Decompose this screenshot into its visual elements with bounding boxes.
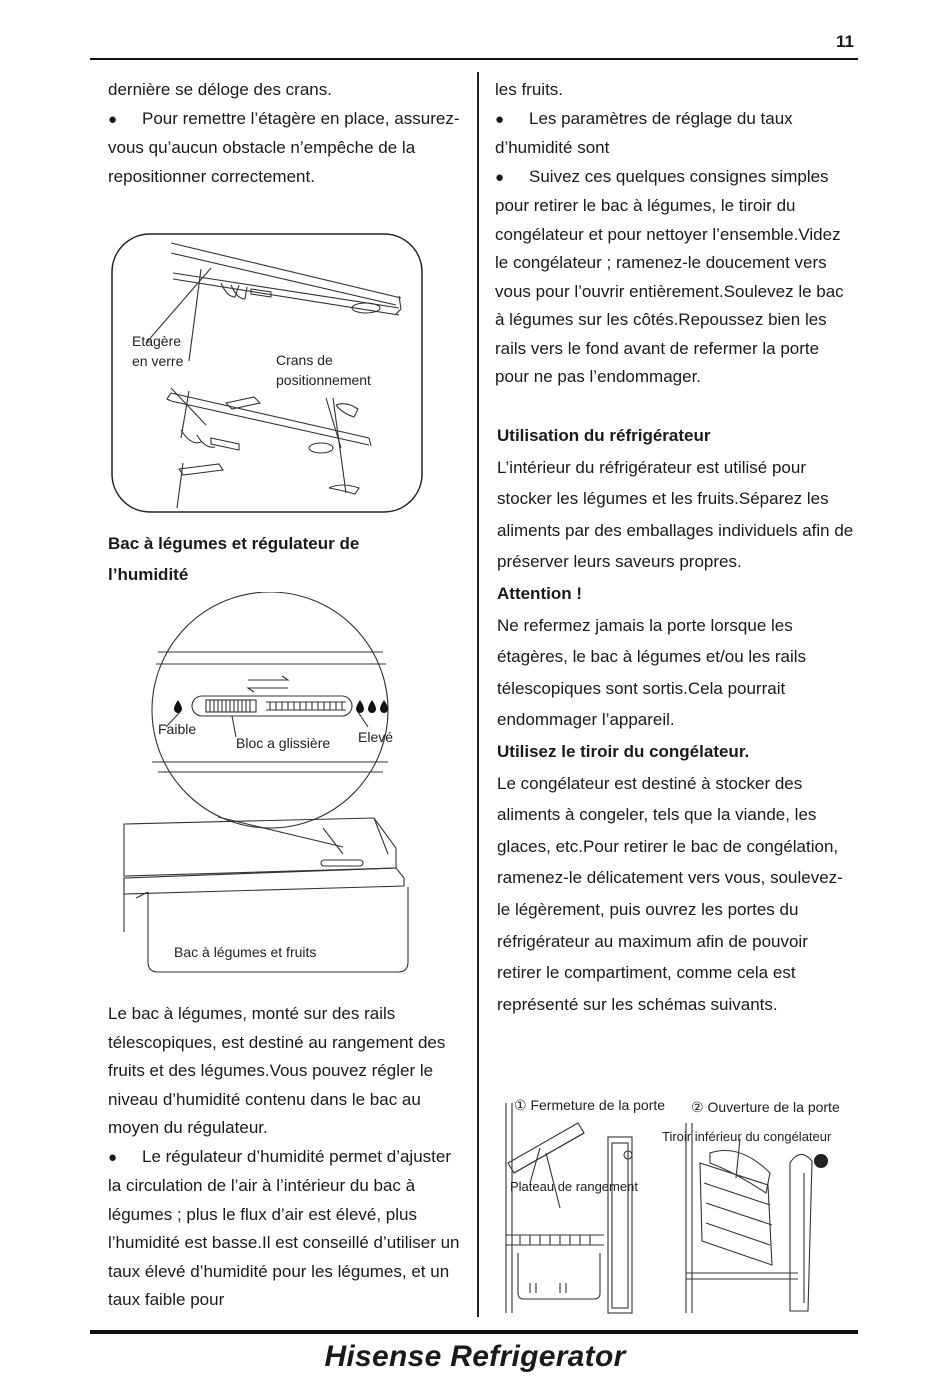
label-humidity-low: Faible <box>158 721 197 737</box>
label-glass-shelf-1: Etagère <box>132 333 182 349</box>
right-para-3: Ne refermez jamais la porte lorsque les étagères, le bac à légumes et/ou les rails télescopiques sont sortis.Cela pourrait endommager l’appareil. <box>497 615 807 730</box>
label-notch-2: positionnement <box>276 372 371 388</box>
label-crisper-drawer: Bac à légumes et fruits <box>174 944 317 960</box>
right-para-4: Le congélateur est destiné à stocker des aliments à congeler, tels que la viande, les glaces, etc.Pour retirer le bac de congélation, ramenez-le délicatement vers vous, soulevez-le légèrement, puis ouvrez les portes du réfrigérateur au maximum afin de pouvoir retirer le compartiment, comme cela est représenté sur les schémas suivants. <box>497 773 843 1014</box>
right-para-2: L’intérieur du réfrigérateur est utilisé pour stocker les légumes et les fruits.Séparez les aliments par des emballages individuels afin de préserver leurs saveurs propres. <box>497 457 854 572</box>
bullet-icon <box>495 105 529 135</box>
left-bullet-1-text: Pour remettre l’étagère en place, assurez-vous qu’aucun obstacle n’empêche de la repositionner correctement. <box>108 108 460 186</box>
label-lower-freezer-drawer: Tiroir inférieur du congélateur <box>662 1129 832 1144</box>
caption-door-closed: ① Fermeture de la porte <box>514 1097 666 1113</box>
bullet-icon <box>108 105 142 135</box>
freezer-drawer-illustration <box>500 1093 858 1315</box>
left-para-2: Le bac à légumes, monté sur des rails télescopiques, est destiné au rangement des fruits et des légumes.Vous pouvez régler le niveau d’humidité contenu dans le bac au moyen du régulateur. <box>108 1004 446 1137</box>
figure-humidity-regulator <box>118 592 418 979</box>
glass-shelf-illustration <box>111 233 423 513</box>
figure-freezer-drawer <box>500 1093 858 1315</box>
heading-freezer-drawer: Utilisez le tiroir du congélateur. <box>497 741 750 761</box>
left-para-1: dernière se déloge des crans. <box>108 80 332 99</box>
heading-crisper: Bac à légumes et régulateur de l’humidité <box>108 534 360 584</box>
page-number: 11 <box>836 32 854 51</box>
brand-footer: Hisense Refrigerator <box>324 1340 626 1373</box>
header-rule <box>90 58 858 60</box>
left-column-top <box>108 76 468 191</box>
bullet-icon <box>495 163 529 193</box>
right-column-lower <box>497 420 855 1020</box>
footer-rule <box>90 1330 858 1334</box>
label-glass-shelf-2: en verre <box>132 353 184 369</box>
humidity-regulator-illustration <box>118 592 418 979</box>
caption-door-open: ② Ouverture de la porte <box>691 1099 840 1115</box>
right-bullet-2 <box>495 163 855 392</box>
heading-warning: Attention ! <box>497 583 582 603</box>
bullet-icon <box>108 1143 142 1173</box>
column-divider <box>477 72 479 1317</box>
right-bullet-1 <box>495 105 855 163</box>
left-bullet-2-text: Le régulateur d’humidité permet d’ajuster la circulation de l’air à l’intérieur du bac à légumes ; plus le flux d’air est élevé, plus l’humidité est basse.Il est conseillé d’utiliser un taux élevé d’humidité pour les légumes, et un taux faible pour <box>108 1146 460 1309</box>
left-column-bottom <box>108 1000 468 1315</box>
right-para-1: les fruits. <box>495 80 564 99</box>
right-bullet-1-text: Les paramètres de réglage du taux d’humidité sont <box>495 108 793 157</box>
label-humidity-high: Elevé <box>358 729 394 745</box>
left-bullet-1 <box>108 105 468 192</box>
label-notch-1: Crans de <box>276 352 333 368</box>
heading-fridge-use: Utilisation du réfrigérateur <box>497 426 711 445</box>
figure-glass-shelf <box>111 233 423 513</box>
right-bullet-2-text: Suivez ces quelques consignes simples pour retirer le bac à légumes, le tiroir du congélateur et pour nettoyer l’ensemble.Videz le congélateur ; ramenez-le doucement vers vous pour l’ouvrir entièrement.Soulevez le bac à légumes sur les côtés.Repoussez bien les rails vers le fond avant de refermer la porte pour ne pas l’endommager. <box>495 166 844 386</box>
label-storage-tray: Plateau de rangement <box>510 1179 638 1194</box>
left-bullet-2 <box>108 1143 468 1315</box>
right-column-top <box>495 76 855 392</box>
label-slider: Bloc a glissière <box>236 735 331 751</box>
